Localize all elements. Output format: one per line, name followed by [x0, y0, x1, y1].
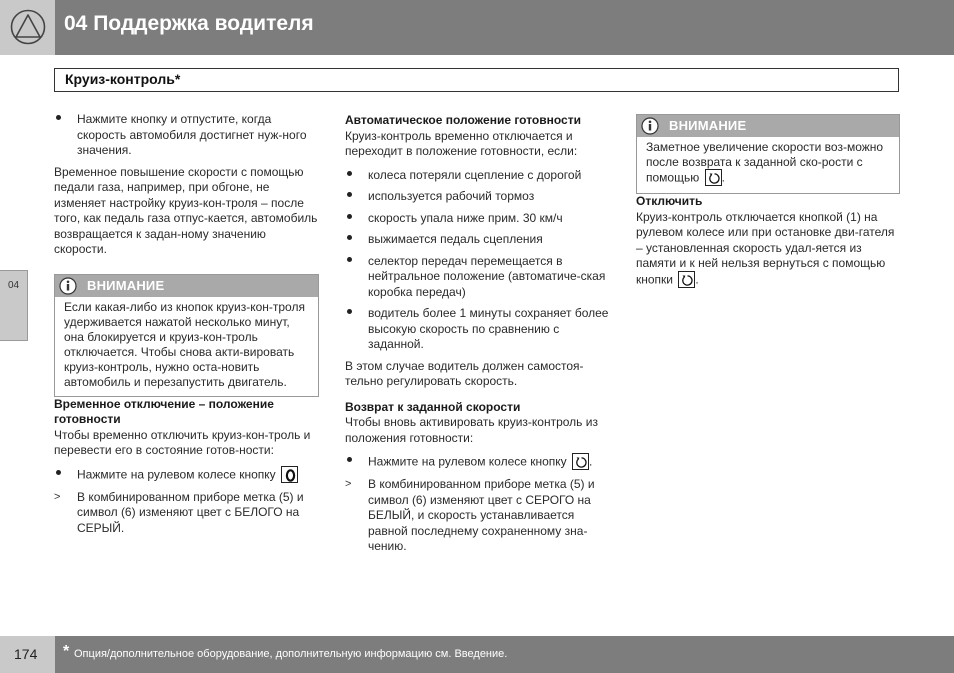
resume-arrow-button-icon	[678, 271, 695, 288]
bullet-marker	[345, 232, 361, 248]
column-2	[345, 113, 613, 555]
list-item	[54, 490, 319, 537]
note-text-end: .	[721, 170, 725, 185]
column-1	[54, 112, 319, 536]
resume-arrow-button-icon	[572, 453, 589, 470]
note-title: ВНИМАНИЕ	[87, 277, 165, 293]
note-text-main: Заметное увеличение скорости воз-можно после возврата к заданной ско-рости с помощью	[646, 140, 884, 185]
warning-note	[54, 274, 319, 397]
note-title: ВНИМАНИЕ	[669, 118, 747, 133]
list-item	[54, 112, 319, 159]
chapter-side-tab	[0, 270, 28, 341]
list-item-text: Нажмите кнопку и отпустите, когда скорость автомобиля достигнет нуж-ного значения.	[77, 112, 307, 157]
paragraph-main: Круиз-контроль отключается кнопкой (1) на рулевом колесе или при остановке дви-гателя – установленная скорость удал-яется из памяти и к ней нельзя вернуться с помощью кнопки	[636, 209, 895, 287]
column-3	[636, 114, 900, 289]
list-item-text: В комбинированном приборе метка (5) и символ (6) изменяют цвет с БЕЛОГО на СЕРЫЙ.	[77, 489, 304, 535]
bullet-marker	[345, 168, 361, 184]
note-header	[55, 275, 318, 297]
subheading: Автоматическое положение готовности	[345, 113, 581, 127]
paragraph	[636, 210, 900, 289]
paragraph: В этом случае водитель должен самостоя-тельно регулировать скорость.	[345, 358, 584, 388]
paragraph: Временное повышение скорости с помощью педали газа, например, при обгоне, не изменяет настройку круиз-кон-троля – после того, как педаль газа отпус-кается, автомобиль возвращается к задан-ному значению скорости.	[54, 164, 318, 256]
chapter-number: 04	[8, 280, 20, 291]
result-marker: >	[54, 490, 61, 503]
resume-arrow-button-icon	[705, 169, 722, 186]
list-item-text: скорость упала ниже прим. 30 км/ч	[368, 210, 563, 225]
list-item	[345, 168, 613, 184]
result-marker: >	[345, 478, 352, 490]
paragraph: Чтобы вновь активировать круиз-контроль из положения готовности:	[345, 415, 598, 445]
list-item-text: Нажмите на рулевом колесе кнопку	[77, 467, 276, 482]
subheading: Временное отключение – положение готовности	[54, 396, 274, 426]
list-item	[345, 306, 613, 353]
list-item	[54, 467, 319, 484]
bullet-marker	[345, 189, 361, 205]
header-tab	[0, 0, 55, 55]
paragraph: Чтобы временно отключить круиз-кон-троль и перевести его в состояние готов-ности:	[54, 427, 311, 457]
list-item-text: селектор передач перемещается в нейтральное положение (автоматиче-ская коробка передач)	[368, 253, 606, 299]
section-bar	[54, 68, 899, 92]
page-number: 174	[14, 646, 38, 662]
subheading: Возврат к заданной скорости	[345, 399, 521, 414]
bullet-marker	[345, 454, 361, 470]
page-number-box	[0, 636, 55, 673]
list-item	[345, 211, 613, 227]
bullet-marker	[345, 306, 361, 322]
list-item	[345, 454, 613, 471]
footnote-star: *	[63, 643, 70, 660]
bullet-marker	[54, 467, 70, 483]
list-item-text: выжимается педаль сцепления	[368, 232, 543, 246]
bullet-marker	[54, 112, 70, 128]
paragraph: Круиз-контроль временно отключается и переходит в положение готовности, если:	[345, 128, 578, 158]
info-icon	[58, 277, 78, 295]
list-item-text: Нажмите на рулевом колесе кнопку	[368, 454, 567, 469]
paragraph-end: .	[695, 272, 699, 287]
page-footer	[0, 636, 954, 673]
info-icon	[640, 117, 660, 135]
bullet-marker	[345, 211, 361, 227]
note-text: Если какая-либо из кнопок круиз-кон-троля удерживается нажатой несколько минут, она блокируется и круиз-кон-троль отключается. Чтобы снова акти-вировать круиз-контроль, нужно оста-новить автомобиль и перезапустить двигатель.	[64, 299, 305, 389]
note-header	[637, 115, 899, 137]
list-item	[345, 232, 613, 248]
standby-0-button-icon	[281, 466, 298, 483]
list-item-text: используется рабочий тормоз	[368, 189, 535, 203]
note-text	[637, 137, 899, 193]
warning-note	[636, 114, 900, 194]
subheading: Отключить	[636, 194, 703, 208]
warning-triangle-icon	[10, 9, 46, 45]
bullet-marker	[345, 254, 361, 270]
footnote-text: Опция/дополнительное оборудование, дополнительную информацию см. Введение.	[74, 648, 508, 660]
page-header	[0, 0, 954, 55]
list-item-text: водитель более 1 минуты сохраняет более высокую скорость по сравнению с заданной.	[368, 306, 609, 351]
list-item	[345, 477, 613, 555]
page-title: 04 Поддержка водителя	[64, 12, 314, 35]
list-item-text: В комбинированном приборе метка (5) и символ (6) изменяют цвет с СЕРОГО на БЕЛЫЙ, и скорость устанавливается равной последнему сохраненному зна-чению.	[368, 477, 595, 553]
list-item-text: колеса потеряли сцепление с дорогой	[368, 167, 582, 182]
list-item	[345, 189, 613, 205]
list-item	[345, 254, 613, 301]
list-item-text-end: .	[589, 454, 593, 469]
section-title: Круиз-контроль*	[65, 71, 181, 87]
